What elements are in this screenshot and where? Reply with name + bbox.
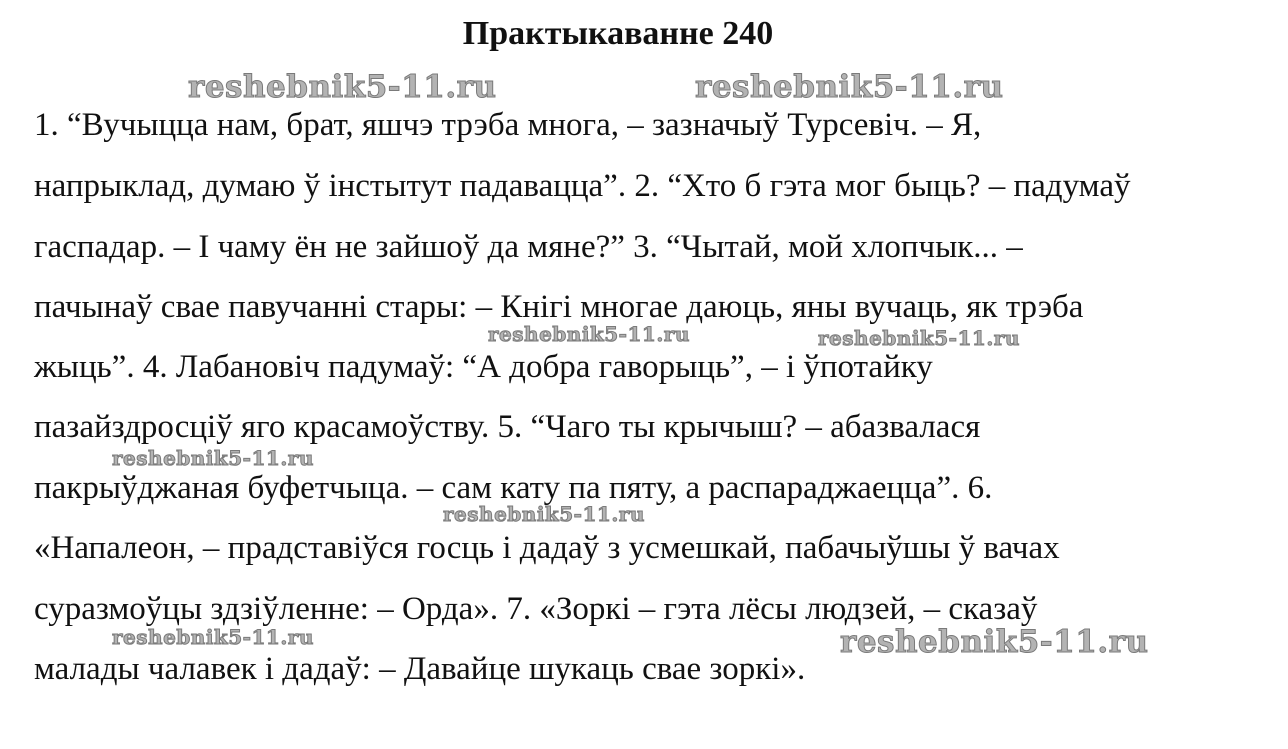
text-line-5: жыць”. 4. Лабановіч падумаў: “А добра гаворыць”, – і ўпотайку — [34, 349, 933, 385]
text-line-8: «Напалеон, – прадставіўся госць і дадаў з усмешкай, пабачыўшы ў вачах — [34, 530, 1060, 566]
watermark-bottom-right: reshebnik5-11.ru — [840, 624, 1149, 660]
text-line-3: гаспадар. – І чаму ён не зайшоў да мяне?” 3. “Чытай, мой хлопчык... – — [34, 229, 1023, 265]
watermark-bottom-left: reshebnik5-11.ru — [112, 625, 314, 649]
exercise-title: Практыкаванне 240 — [462, 15, 774, 52]
text-line-7: пакрыўджаная буфетчыца. – сам кату па пяту, а распараджаецца”. 6. — [34, 470, 993, 506]
text-line-10: малады чалавек і дадаў: – Давайце шукаць свае зоркі». — [34, 651, 806, 687]
text-line-6: пазайздросціў яго красамоўству. 5. “Чаго ты крычыш? – абазвалася — [34, 409, 981, 445]
text-line-4: пачынаў свае павучанні стары: – Кнігі многае даюць, яны вучаць, як трэба — [34, 289, 1084, 325]
text-line-1: 1. “Вучыцца нам, брат, яшчэ трэба многа, – зазначыў Турсевіч. – Я, — [34, 107, 982, 143]
text-line-2: напрыклад, думаю ў інстытут падавацца”. 2. “Хто б гэта мог быць? – падумаў — [34, 168, 1131, 204]
text-line-9: суразмоўцы здзіўленне: – Орда». 7. «Зоркі – гэта лёсы людзей, – сказаў — [34, 591, 1038, 627]
watermark-top-left: reshebnik5-11.ru — [188, 69, 497, 105]
watermark-lower-center: reshebnik5-11.ru — [443, 502, 645, 526]
watermark-mid-left: reshebnik5-11.ru — [112, 446, 314, 470]
watermark-mid-center: reshebnik5-11.ru — [488, 322, 690, 346]
watermark-mid-right: reshebnik5-11.ru — [818, 326, 1020, 350]
watermark-top-right: reshebnik5-11.ru — [695, 69, 1004, 105]
